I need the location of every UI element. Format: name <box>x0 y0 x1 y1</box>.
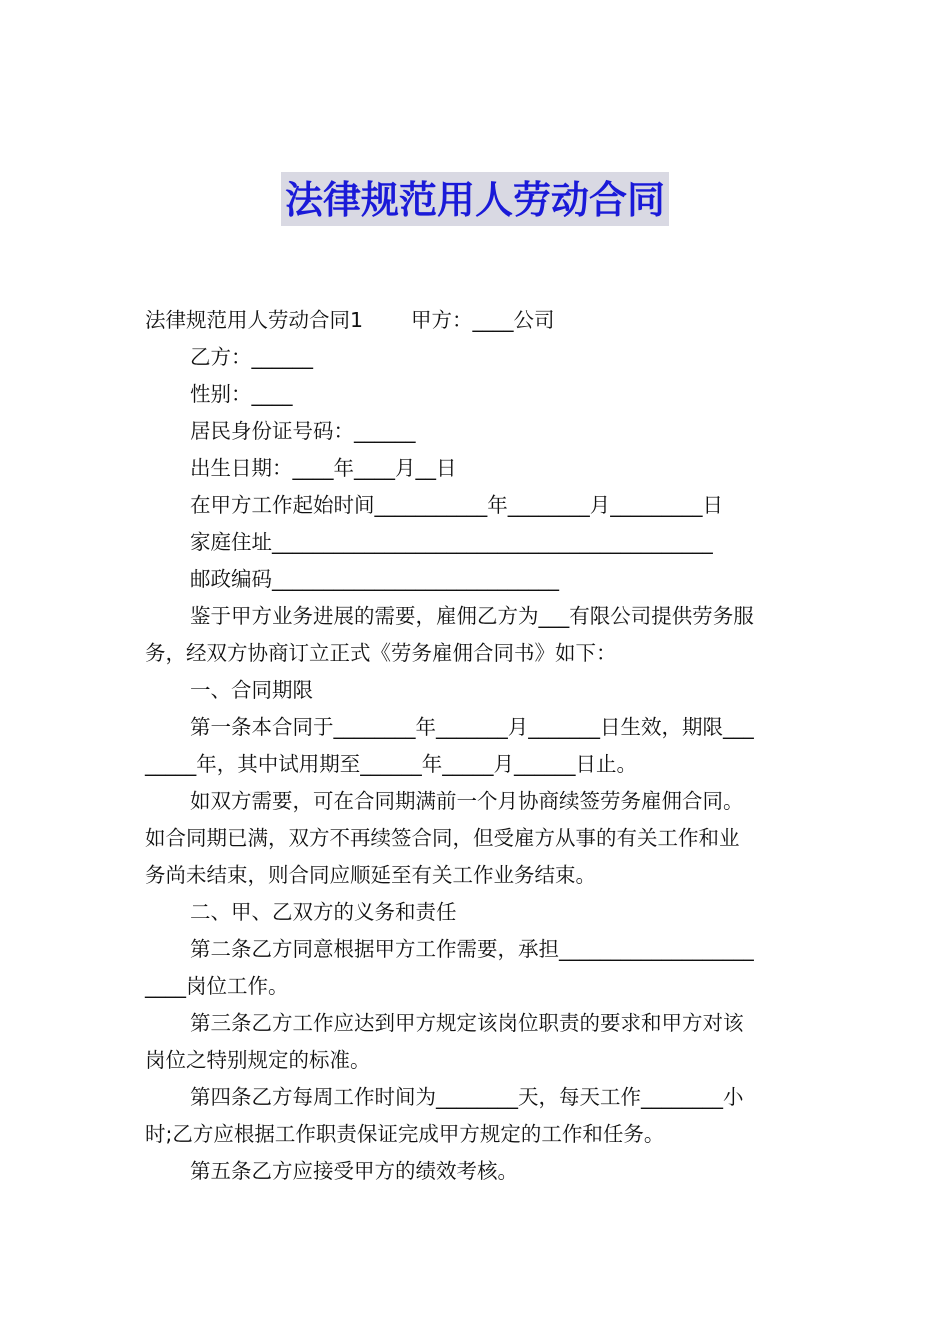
paragraph-renewal <box>145 783 810 894</box>
document-body <box>145 302 810 1190</box>
clause-3 <box>145 1005 810 1079</box>
gender-line: 性别：____ <box>190 382 293 406</box>
paragraph-line: 时;乙方应根据工作职责保证完成甲方规定的工作和任务。 <box>145 1122 665 1146</box>
paragraph-line: _____年，其中试用期至______年_____月______日止。 <box>145 752 637 776</box>
title-container <box>0 172 950 226</box>
paragraph-line: 第一条本合同于________年_______月_______日生效，期限___ <box>190 715 754 739</box>
paragraph-intro <box>145 598 810 672</box>
paragraph-line: 务尚未结束，则合同应顺延至有关工作业务结束。 <box>145 863 596 887</box>
clause-1 <box>145 709 810 783</box>
paragraph-line: 如合同期已满，双方不再续签合同，但受雇方从事的有关工作和业 <box>145 826 740 850</box>
document-title: 法律规范用人劳动合同 <box>281 172 669 226</box>
postal-code-line: 邮政编码____________________________ <box>190 567 559 591</box>
section-heading-term: 一、合同期限 <box>190 678 313 702</box>
id-number-line: 居民身份证号码：______ <box>190 419 416 443</box>
clause-4 <box>145 1079 810 1153</box>
paragraph-line: 第二条乙方同意根据甲方工作需要，承担___________________ <box>190 937 754 961</box>
paragraph-line: 第三条乙方工作应达到甲方规定该岗位职责的要求和甲方对该 <box>190 1011 744 1035</box>
paragraph-line: 岗位之特别规定的标准。 <box>145 1048 371 1072</box>
home-address-line: 家庭住址___________________________________________ <box>190 530 713 554</box>
paragraph-line: ____岗位工作。 <box>145 974 289 998</box>
section-heading-duties: 二、甲、乙双方的义务和责任 <box>190 900 457 924</box>
paragraph-line: 如双方需要，可在合同期满前一个月协商续签劳务雇佣合同。 <box>190 789 744 813</box>
start-date-line: 在甲方工作起始时间___________年________月_________日 <box>190 493 723 517</box>
birth-date-line: 出生日期：____年____月__日 <box>190 456 457 480</box>
paragraph-line: 鉴于甲方业务进展的需要，雇佣乙方为___有限公司提供劳务服 <box>190 604 754 628</box>
clause-2 <box>145 931 810 1005</box>
paragraph-line: 务，经双方协商订立正式《劳务雇佣合同书》如下： <box>145 641 617 665</box>
party-b-line: 乙方：______ <box>190 345 313 369</box>
party-a-field: 甲方：____公司 <box>411 308 555 332</box>
contract-heading: 法律规范用人劳动合同1 <box>145 308 364 332</box>
paragraph-line: 第四条乙方每周工作时间为________天，每天工作________小 <box>190 1085 744 1109</box>
clause-5: 第五条乙方应接受甲方的绩效考核。 <box>190 1159 518 1183</box>
header-line <box>145 302 810 339</box>
